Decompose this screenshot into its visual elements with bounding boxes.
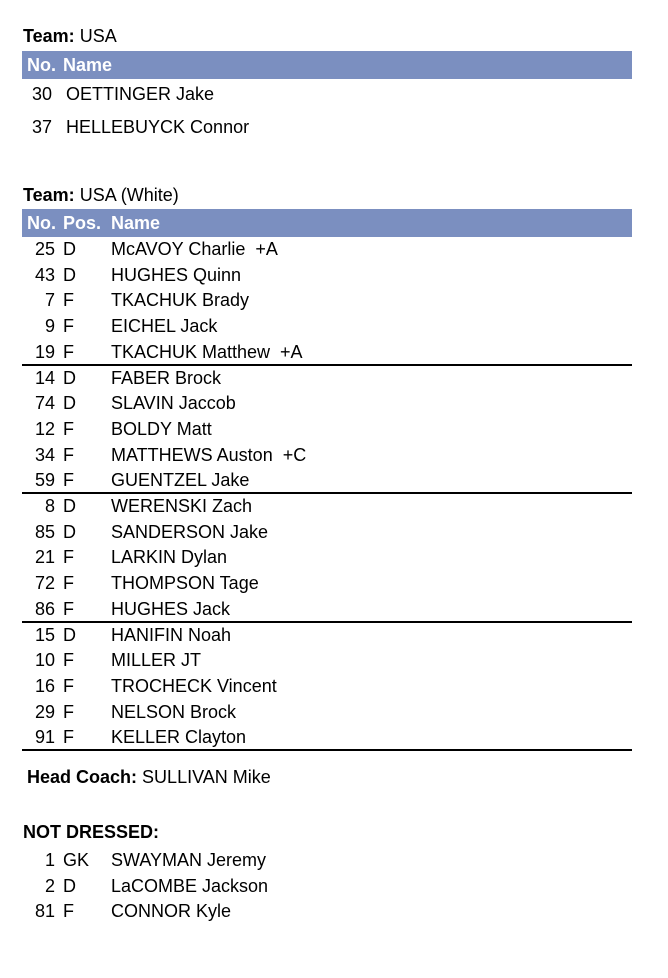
skater-row xyxy=(22,288,632,314)
skater-row xyxy=(22,314,632,340)
skater-name: MILLER JT xyxy=(111,650,202,671)
skater-position: F xyxy=(63,701,74,722)
skater-position: F xyxy=(63,444,74,465)
goalie-row xyxy=(22,115,632,141)
skater-name: TKACHUK Brady xyxy=(111,290,250,311)
not-dressed-title: NOT DRESSED: xyxy=(23,822,160,842)
skater-position: F xyxy=(63,650,74,671)
skater-position: D xyxy=(63,521,76,542)
skater-number: 12 xyxy=(34,418,55,439)
skater-row xyxy=(22,417,632,443)
skater-name: BOLDY Matt xyxy=(111,418,212,439)
skater-name: HANIFIN Noah xyxy=(111,624,232,645)
skater-row xyxy=(22,725,632,751)
skater-number: 8 xyxy=(44,496,55,516)
skater-number: 21 xyxy=(34,547,55,568)
goalie-number: 37 xyxy=(31,117,52,137)
skater-number: 86 xyxy=(34,598,55,619)
skater-position: F xyxy=(63,341,74,362)
skater-row xyxy=(22,700,632,726)
skater-name: MATTHEWS Auston +C xyxy=(111,444,307,465)
skater-name: FABER Brock xyxy=(111,367,222,388)
skater-number: 29 xyxy=(34,701,55,722)
not-dressed-row xyxy=(22,848,632,874)
skater-number: 34 xyxy=(34,444,55,465)
skater-name: KELLER Clayton xyxy=(111,727,247,748)
line-separator xyxy=(22,749,632,751)
skater-row xyxy=(22,391,632,417)
skater-row xyxy=(22,237,632,263)
skater-number: 91 xyxy=(34,727,55,748)
not-dressed-number: 2 xyxy=(44,875,55,896)
goalies-header-name: Name xyxy=(63,55,113,75)
skater-position: F xyxy=(63,598,74,619)
skater-number: 43 xyxy=(34,264,55,285)
skater-row xyxy=(22,571,632,597)
skater-row xyxy=(22,263,632,289)
captaincy-badge: +A xyxy=(280,341,303,362)
head-coach-label: Head Coach: xyxy=(27,767,138,787)
goalies-header xyxy=(22,51,632,79)
skater-name: HUGHES Quinn xyxy=(111,264,242,285)
skater-number: 15 xyxy=(34,624,55,645)
skater-position: F xyxy=(63,573,74,594)
skater-number: 59 xyxy=(34,470,55,491)
skater-number: 9 xyxy=(44,316,55,337)
not-dressed-name: LaCOMBE Jackson xyxy=(111,875,269,896)
skater-name: EICHEL Jack xyxy=(111,316,218,337)
not-dressed-name: SWAYMAN Jeremy xyxy=(111,850,267,870)
skater-number: 74 xyxy=(34,393,55,414)
goalie-name: HELLEBUYCK Connor xyxy=(66,117,250,137)
skater-name: SLAVIN Jaccob xyxy=(111,393,236,414)
skater-row xyxy=(22,545,632,571)
skater-number: 19 xyxy=(34,341,55,362)
skater-number: 85 xyxy=(34,521,55,542)
skater-name: HUGHES Jack xyxy=(111,598,231,619)
not-dressed-name: CONNOR Kyle xyxy=(111,901,232,922)
skater-name: GUENTZEL Jake xyxy=(111,470,250,491)
skater-position: F xyxy=(63,316,74,337)
skater-position: F xyxy=(63,547,74,568)
skater-number: 7 xyxy=(44,290,55,311)
not-dressed-position: D xyxy=(63,875,76,896)
captaincy-badge: +A xyxy=(255,239,278,259)
goalie-name: OETTINGER Jake xyxy=(66,84,215,104)
head-coach-line xyxy=(27,765,271,789)
not-dressed-row xyxy=(22,899,632,925)
skater-position: D xyxy=(63,264,76,285)
skater-position: D xyxy=(63,624,76,645)
goalies-team-line xyxy=(23,25,117,47)
skater-row xyxy=(22,674,632,700)
not-dressed-number: 1 xyxy=(44,850,55,870)
not-dressed-row xyxy=(22,874,632,900)
skater-row xyxy=(22,520,632,546)
skater-number: 72 xyxy=(34,573,55,594)
skater-position: F xyxy=(63,290,74,311)
skater-position: F xyxy=(63,418,74,439)
head-coach-value: SULLIVAN Mike xyxy=(142,767,271,787)
skater-name: WERENSKI Zach xyxy=(111,496,253,516)
skater-row xyxy=(22,468,632,494)
goalies-team-label: Team: xyxy=(23,26,75,46)
skater-number: 25 xyxy=(34,239,55,259)
skater-position: F xyxy=(63,727,74,748)
skater-position: D xyxy=(63,496,76,516)
skater-name: McAVOY Charlie +A xyxy=(111,239,278,259)
goalie-row xyxy=(22,82,632,108)
not-dressed-position: GK xyxy=(63,850,90,870)
skater-row xyxy=(22,494,632,520)
skater-number: 16 xyxy=(34,675,55,696)
skaters-team-line xyxy=(23,184,179,206)
skaters-header xyxy=(22,209,632,237)
skater-name: LARKIN Dylan xyxy=(111,547,228,568)
skaters-team-value: USA (White) xyxy=(79,185,179,205)
skater-name: TROCHECK Vincent xyxy=(111,675,277,696)
skater-name: THOMPSON Tage xyxy=(111,573,259,594)
captaincy-badge: +C xyxy=(282,444,307,465)
skater-position: D xyxy=(63,239,76,259)
skaters-header-name: Name xyxy=(111,213,161,233)
skater-position: F xyxy=(63,470,74,491)
skater-number: 14 xyxy=(34,367,55,388)
goalies-team-value: USA xyxy=(79,26,117,46)
goalie-number: 30 xyxy=(31,84,52,104)
goalies-header-no: No. xyxy=(27,55,56,75)
skater-position: D xyxy=(63,367,76,388)
skater-name: TKACHUK Matthew +A xyxy=(111,341,303,362)
skater-row xyxy=(22,623,632,649)
skater-number: 10 xyxy=(34,650,55,671)
skaters-header-no: No. xyxy=(27,213,56,233)
skaters-team-label: Team: xyxy=(23,185,75,205)
skaters-header-pos: Pos. xyxy=(63,213,102,233)
not-dressed-position: F xyxy=(63,901,74,922)
skater-row xyxy=(22,443,632,469)
skater-row xyxy=(22,340,632,366)
skater-name: NELSON Brock xyxy=(111,701,237,722)
skater-row xyxy=(22,366,632,392)
skater-name: SANDERSON Jake xyxy=(111,521,269,542)
skater-row xyxy=(22,597,632,623)
skater-row xyxy=(22,648,632,674)
skater-position: D xyxy=(63,393,76,414)
skater-position: F xyxy=(63,675,74,696)
not-dressed-number: 81 xyxy=(34,901,55,922)
